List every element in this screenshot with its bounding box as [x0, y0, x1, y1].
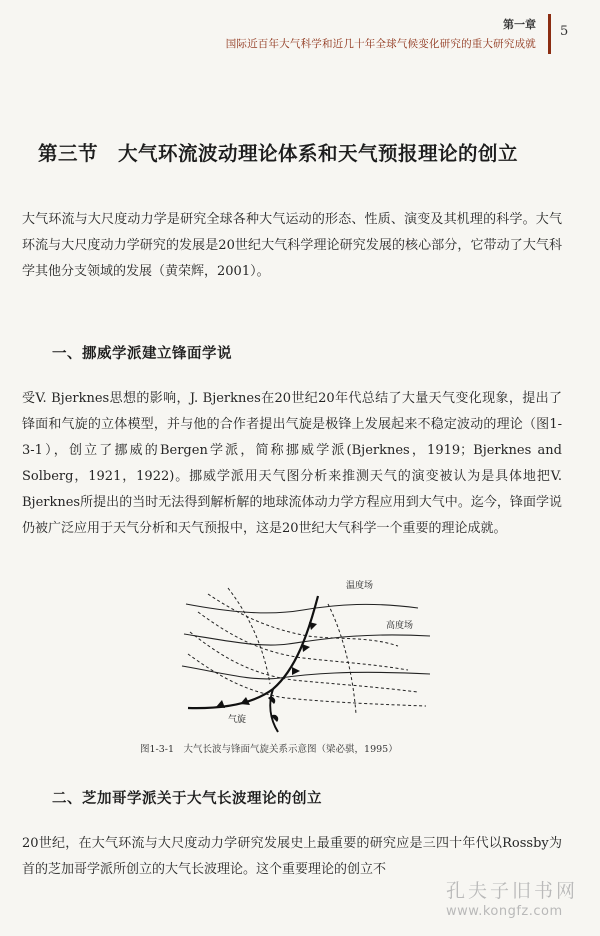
cold-front-triangle [302, 644, 310, 652]
height-field-label: 高度场 [386, 621, 414, 631]
subsection-paragraph-2: 20世纪，在大气环流与大尺度动力学研究发展史上最重要的研究应是三四十年代以Rossby为首的芝加哥学派所创立的大气长波理论。这个重要理论的创立不 [22, 836, 562, 877]
warm-front-semicircle [268, 697, 275, 704]
isotherm-line [208, 594, 398, 646]
cold-front-triangle [309, 622, 317, 630]
isotherm-line [228, 588, 270, 684]
height-contour [186, 604, 418, 613]
intro-paragraph: 大气环流与大尺度动力学是研究全球各种大气运动的形态、性质、演变及其机理的科学。大气环流与大尺度动力学研究的发展是20世纪大气科学理论研究发展的核心部分，它带动了大气科学其他分支领域的发展（黄荣辉，2001）。 [22, 212, 562, 279]
figure-caption: 图1-3-1 大气长波与锋面气旋关系示意图（梁必骐，1995） [140, 744, 398, 755]
page-number: 5 [560, 24, 569, 39]
running-header-title: 国际近百年大气科学和近几十年全球气候变化研究的重大研究成就 [225, 38, 536, 50]
subsection-paragraph-1: 受V. Bjerknes思想的影响，J. Bjerknes在20世纪20年代总结了大量天气变化现象，提出了锋面和气旋的立体模型，并与他的合作者提出气旋是极锋上发展起来不稳定波动的理论（图1-3-1），创立了挪威的Bergen学派，简称挪威学派(Bjerknes，1919；Bjerknes and Solberg，1921，1922)。挪威学派用天气图分析来推测天气的演变被认为是具体地把V. Bjerknes所提出的当时无法得到解析解的地球流体动力学方程应用到大气中。迄今，锋面学说仍被广泛应用于天气分析和天气预报中，这是20世纪大气科学一个重要的理论成就。 [22, 391, 562, 536]
isotherm-line [328, 604, 356, 714]
cyclone-label: 气旋 [228, 715, 247, 725]
front-cyclone-diagram [168, 574, 438, 734]
isotherm-line [188, 654, 426, 706]
section-title: 第三节 大气环流波动理论体系和天气预报理论的创立 [38, 142, 519, 165]
cold-front-triangle [216, 700, 225, 708]
header-divider [548, 14, 551, 54]
subsection-title-1: 一、挪威学派建立锋面学说 [52, 345, 232, 362]
running-header-chapter: 第一章 [503, 18, 536, 31]
warm-front-line [270, 689, 278, 732]
subsection-title-2: 二、芝加哥学派关于大气长波理论的创立 [52, 790, 322, 807]
cold-front-triangle [292, 667, 300, 675]
temperature-field-label: 温度场 [346, 581, 374, 591]
watermark-url: www.kongfz.com [446, 904, 563, 919]
watermark-logo-text: 孔夫子旧书网 [446, 880, 579, 902]
